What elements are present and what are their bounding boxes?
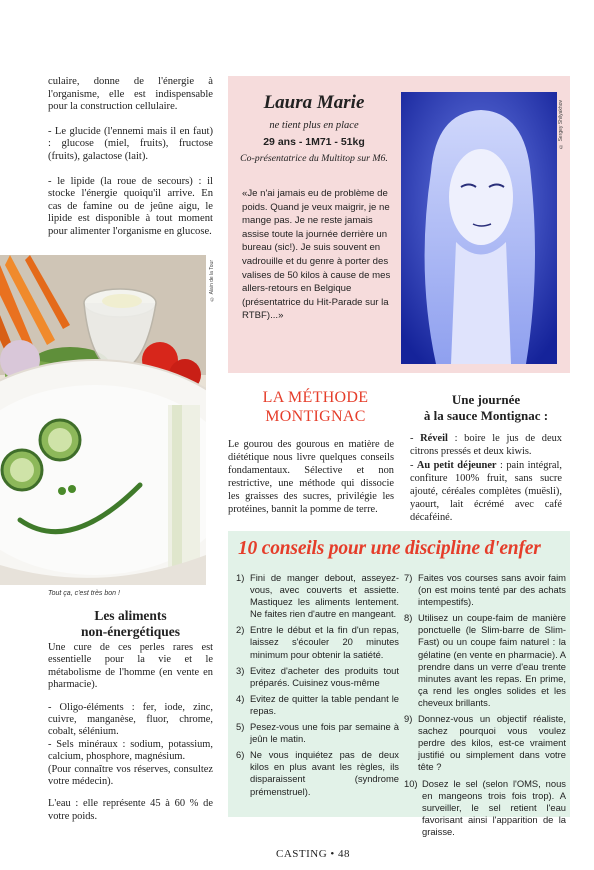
paragraph-lipide: - le lipide (la roue de secours) : il stocke l'énergie quoiqu'il arrive. En cas de famine ou de jeûne aigu, le lipide est disponible à tout moment pour alimenter l'organisme en glucose. <box>48 175 213 237</box>
paragraph: Une cure de ces perles rares est essentielle pour la vie et le métabolisme de l'homme (en vente en pharmacie). <box>48 642 213 691</box>
photo-credit: © Alain de la Tour <box>209 260 215 302</box>
interview-quote: «Je n'ai jamais eu de problème de poids. Quand je veux maigrir, je ne mange pas. Je ne reste jamais assise toute la journée derrière un bureau (sic!). Je suis souvent en vadrouille et du genre à porter des valises de 50 kilos à cause de mes allers-retours en Belgique (présentatrice du Hit-Parade sur la RTBF)...» <box>242 188 391 322</box>
tip-number: 7) <box>404 572 413 583</box>
tip-item <box>404 572 566 608</box>
tip-item <box>404 778 566 838</box>
paragraph-protein-end: culaire, donne de l'énergie à l'organisme, elle est indispensable pour la construction cellulaire. <box>48 76 213 113</box>
section-title-methode <box>228 388 403 426</box>
tip-text: Faites vos courses sans avoir faim (on est moins tenté par des achats intempestifs). <box>418 572 566 608</box>
tip-number: 6) <box>236 749 245 761</box>
tip-text: Dosez le sel (selon l'OMS, nous en mangeons trois fois trop). A surveiller, le sel retient l'eau favorisant ainsi l'apparition de la graisse. <box>422 777 566 837</box>
label-reveil: Réveil <box>420 433 448 444</box>
paragraph: (Pour connaître vos réserves, consultez votre médecin). <box>48 763 213 788</box>
tip-text: Evitez de quitter la table pendant le repas. <box>250 692 399 716</box>
conseils-title: 10 conseils pour une discipline d'enfer <box>238 538 541 559</box>
tip-item <box>236 721 399 745</box>
tip-number: 8) <box>404 612 413 624</box>
paragraph: - Oligo-éléments : fer, iode, zinc, cuivre, manganèse, fluor, chrome, cobalt, sélénium. <box>48 701 213 738</box>
label-petit-dejeuner: Au petit déjeuner <box>416 460 497 471</box>
tip-text: Fini de manger debout, asseyez-vous, avec couverts et assiette. Mastiquez les aliments lentement. Ne faites rien d'autre en mangeant. <box>250 572 399 620</box>
photo-credit: © Sergey Shilyakhov <box>558 100 564 149</box>
tip-number: 10) <box>404 777 418 789</box>
paragraph-reveil: - Réveil : boire le jus de deux citrons pressés et deux kiwis. <box>410 433 562 457</box>
page-footer: CASTING • 48 <box>276 848 351 860</box>
vegetable-plate-photo <box>0 255 206 585</box>
portrait-photo <box>401 92 557 364</box>
title-line: à la sauce Montignac : <box>423 408 549 423</box>
tip-number: 4) <box>236 692 245 704</box>
tip-item <box>404 713 566 773</box>
tips-column-right <box>404 572 566 842</box>
tip-text: Entre le début et la fin d'un repas, laissez s'écouler 20 minutes minimum pour obtenir la satiété. <box>250 624 399 660</box>
title-line: Une journée <box>451 392 521 407</box>
left-column-intro-text <box>48 76 213 251</box>
tip-item <box>236 572 399 620</box>
person-role: Co-présentatrice du Multitop sur M6. <box>240 153 388 164</box>
tip-text: Ne vous inquiétez pas de deux kilos en plus avant les règles, ils disparaissent (syndrome prémenstruel). <box>250 749 399 797</box>
paragraph: - Sels minéraux : sodium, potassium, calcium, phosphore, magnésium. <box>48 738 213 763</box>
person-subtitle: ne tient plus en place <box>269 120 359 131</box>
paragraph-glucide: - Le glucide (l'ennemi mais il en faut) : glucose (miel, fruits), fructose (fruits), galactose (lait). <box>48 125 213 162</box>
aliments-text <box>48 642 213 833</box>
title-line: non-énergétiques <box>81 624 180 639</box>
tip-number: 9) <box>404 713 413 725</box>
tip-item <box>236 693 399 717</box>
person-name: Laura Marie <box>263 92 365 113</box>
section-title-aliments <box>48 608 213 640</box>
person-stats: 29 ans - 1M71 - 51kg <box>263 136 365 148</box>
journee-text <box>410 432 562 525</box>
tip-item <box>236 624 399 660</box>
methode-text: Le gourou des gourous en matière de diététique nous livre quelques conseils fondamentaux. Sélective et non restrictive, une méthode qui dissocie les graisses des sucres, privilégie les protéines, bannit la pomme de terre. <box>228 439 394 515</box>
text-petit-dejeuner: : pain intégral, confiture 100% fruit, sans sucre ajouté, céréales complètes (muësli), yaourt, lait écrémé avec café décaféiné. <box>410 460 563 523</box>
tips-column-left <box>236 572 399 802</box>
section-title-journee <box>410 392 562 424</box>
title-line: Les aliments <box>94 608 167 623</box>
photo-caption: Tout ça, c'est très bon ! <box>48 590 120 597</box>
tip-number: 1) <box>236 572 245 583</box>
tip-text: Donnez-vous un objectif réaliste, sachez pourquoi vous voulez perdre des kilos, est-ce vraiment justifié ou simplement dans votre tête ? <box>418 713 566 773</box>
tip-item <box>236 665 399 689</box>
title-line: MONTIGNAC <box>265 408 366 425</box>
tip-item <box>404 612 566 709</box>
tip-number: 3) <box>236 664 245 676</box>
tip-number: 2) <box>236 624 245 636</box>
title-line: LA MÉTHODE <box>262 389 369 406</box>
tip-text: Evitez d'acheter des produits tout préparés. Cuisinez vous-même <box>250 664 399 688</box>
tip-item <box>236 749 399 797</box>
tip-text: Utilisez un coupe-faim de manière ponctuelle (le Slim-barre de Slim-Fast) ou un coupe faim naturel : la gélatine (en vente en pharmacie). A prendre dans un verre d'eau trente minutes avant les repas. En prime, ça rend les ongles solides et les cheveux brillants. <box>418 612 567 708</box>
paragraph: L'eau : elle représente 45 à 60 % de votre poids. <box>48 798 213 822</box>
paragraph-petit-dejeuner: - Au petit déjeuner : pain intégral, confiture 100% fruit, sans sucre ajouté, céréales complètes (muësli), yaourt, lait écrémé avec café décaféiné. <box>410 460 563 523</box>
tip-text: Pesez-vous une fois par semaine à jeûn le matin. <box>250 721 399 745</box>
text-reveil: : boire le jus de deux citrons pressés et deux kiwis. <box>410 433 562 457</box>
tip-number: 5) <box>236 721 245 733</box>
